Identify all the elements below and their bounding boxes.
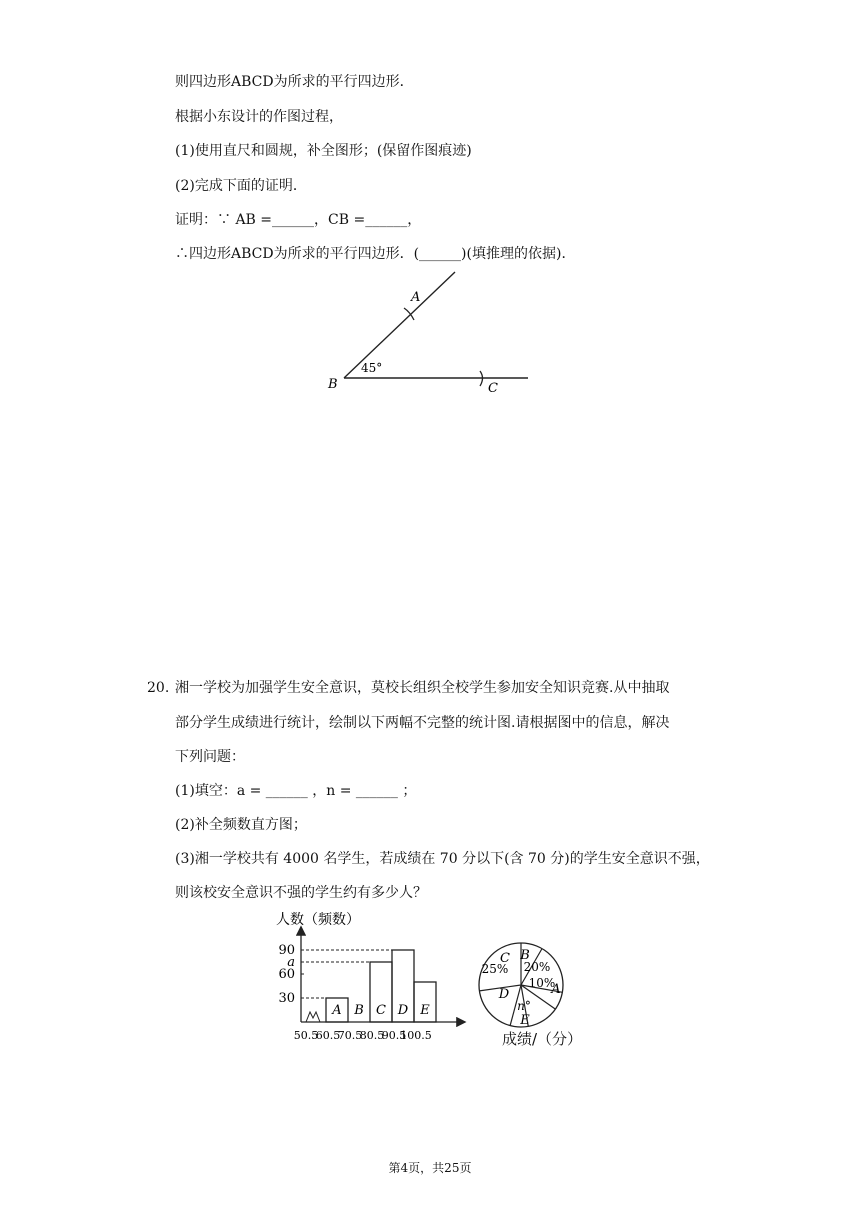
x-tick-label: 60.5	[315, 1029, 341, 1042]
question-number: 20.	[147, 680, 170, 696]
text-line: 根据小东设计的作图过程，	[175, 109, 343, 125]
text-line: 部分学生成绩进行统计，绘制以下两幅不完整的统计图.请根据图中的信息，解决	[175, 715, 670, 731]
histogram-xlabel: 成绩/（分）	[502, 1030, 583, 1048]
bar-category-label: D	[397, 1003, 409, 1018]
x-tick-label: 50.5	[293, 1029, 319, 1042]
bar-category-label: A	[332, 1003, 342, 1018]
bar-category-label: E	[420, 1003, 430, 1018]
angle-figure	[320, 268, 540, 398]
bar-category-label: B	[354, 1003, 364, 1018]
angle-label: 45°	[361, 361, 383, 375]
x-tick-label: 100.5	[400, 1029, 432, 1042]
pie-percent-label: 25%	[481, 962, 509, 976]
y-tick-label: 30	[278, 991, 295, 1006]
label-c: C	[488, 381, 498, 396]
text-line: (1)使用直尺和圆规，补全图形；(保留作图痕迹)	[175, 143, 472, 159]
pie-slice-label: E	[520, 1013, 530, 1028]
text-line: 湘一学校为加强学生安全意识，莫校长组织全校学生参加安全知识竞赛.从中抽取	[175, 680, 670, 696]
text-line: ∴四边形ABCD为所求的平行四边形．(______)(填推理的依据)．	[175, 246, 576, 262]
text-line: (1)填空：a = ______ ，n = ______ ；	[175, 783, 417, 799]
y-tick-label: 60	[278, 967, 295, 982]
pie-chart	[474, 940, 574, 1040]
x-tick-label: 80.5	[359, 1029, 385, 1042]
text-line: (3)湘一学校共有 4000 名学生，若成绩在 70 分以下(含 70 分)的学生安全意识不强，	[175, 851, 710, 867]
histogram-chart	[262, 902, 472, 1052]
pie-slice-label: B	[520, 948, 530, 963]
text-line: 则四边形ABCD为所求的平行四边形．	[175, 74, 414, 90]
pie-percent-label: 20%	[523, 960, 551, 974]
y-tick-label: 90	[278, 943, 295, 958]
page-footer: 第4页，共25页	[388, 1161, 472, 1175]
x-tick-label: 70.5	[337, 1029, 363, 1042]
text-line: 下列问题：	[175, 749, 245, 765]
pie-slice-label: A	[551, 982, 561, 997]
pie-percent-label: n°	[517, 999, 531, 1013]
pie-percent-label: 10%	[528, 976, 556, 990]
pie-slice-label: D	[498, 987, 510, 1002]
text-line: 证明：∵ AB =______，CB =______，	[175, 212, 422, 228]
label-a: A	[411, 290, 421, 305]
pie-slice-label: C	[500, 951, 510, 966]
text-line: (2)补全频数直方图；	[175, 817, 307, 833]
label-b: B	[328, 377, 338, 392]
y-tick-label: a	[287, 955, 295, 970]
x-tick-label: 90.5	[381, 1029, 407, 1042]
axis-break-mark	[306, 1012, 320, 1022]
histogram-ylabel: 人数（频数）	[276, 912, 360, 928]
text-line: (2)完成下面的证明．	[175, 178, 307, 194]
arc-mark-a	[404, 308, 414, 320]
bar-category-label: C	[376, 1003, 386, 1018]
text-line: 则该校安全意识不强的学生约有多少人？	[175, 885, 427, 901]
